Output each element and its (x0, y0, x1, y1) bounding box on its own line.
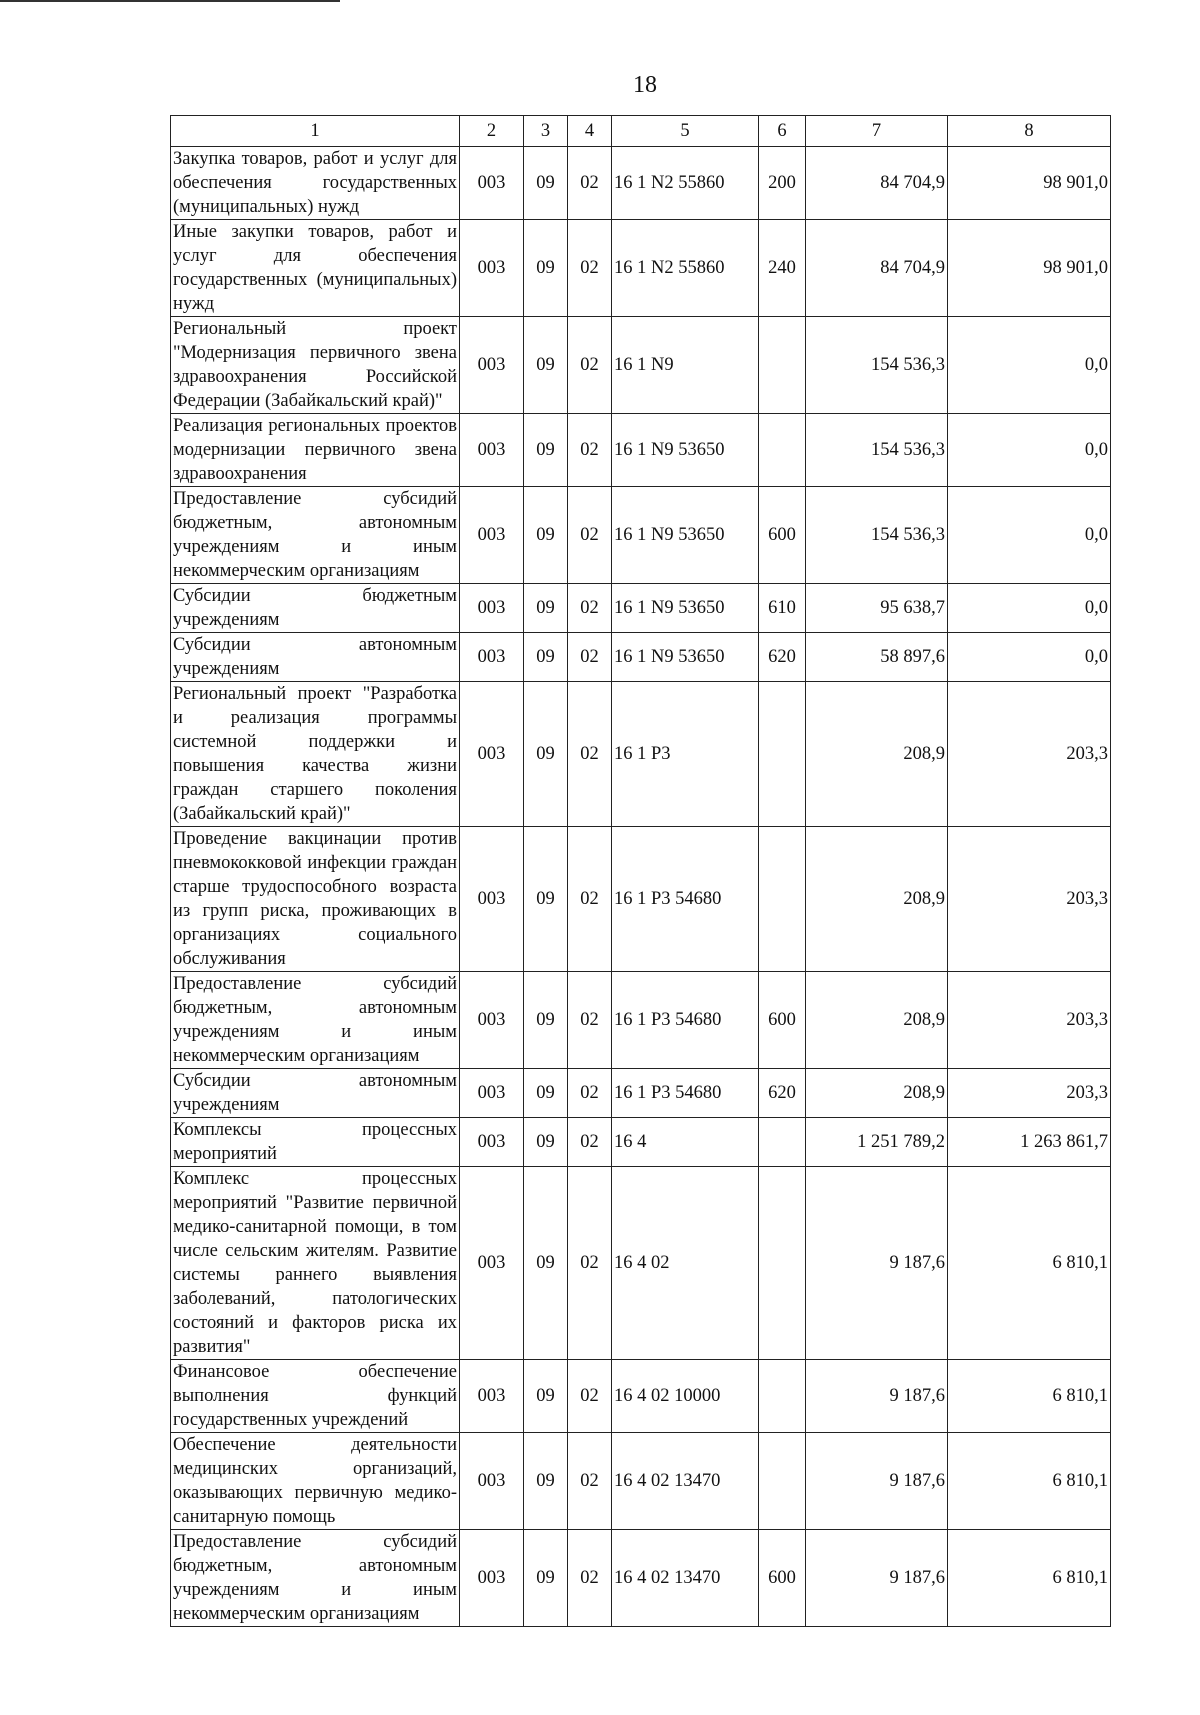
table-row (171, 317, 1111, 414)
row-col-7: 208,9 (806, 972, 948, 1069)
row-col-5: 16 1 P3 (612, 682, 759, 827)
row-col-6: 620 (759, 1069, 806, 1118)
row-col-3: 09 (524, 827, 568, 972)
row-col-6: 610 (759, 584, 806, 633)
table-body (171, 147, 1111, 1627)
row-col-6: 200 (759, 147, 806, 220)
row-col-6 (759, 317, 806, 414)
row-col-3: 09 (524, 633, 568, 682)
row-col-6: 240 (759, 220, 806, 317)
row-col-8: 98 901,0 (948, 147, 1111, 220)
row-col-4: 02 (568, 682, 612, 827)
row-name: Предоставление субсидий бюджетным, автономным учреждениям и иным некоммерческим организациям (171, 487, 460, 584)
table-row (171, 584, 1111, 633)
row-name: Финансовое обеспечение выполнения функций государственных учреждений (171, 1360, 460, 1433)
row-col-8: 0,0 (948, 487, 1111, 584)
row-col-4: 02 (568, 1360, 612, 1433)
row-col-3: 09 (524, 1167, 568, 1360)
row-col-6 (759, 1360, 806, 1433)
table-row (171, 487, 1111, 584)
row-col-5: 16 4 02 13470 (612, 1433, 759, 1530)
table-row (171, 972, 1111, 1069)
row-col-7: 154 536,3 (806, 487, 948, 584)
row-col-6: 600 (759, 1530, 806, 1627)
row-col-6 (759, 1118, 806, 1167)
row-col-7: 58 897,6 (806, 633, 948, 682)
row-col-4: 02 (568, 317, 612, 414)
row-name: Иные закупки товаров, работ и услуг для обеспечения государственных (муниципальных) нужд (171, 220, 460, 317)
row-col-2: 003 (460, 1069, 524, 1118)
page-number: 18 (633, 72, 657, 98)
row-col-8: 203,3 (948, 682, 1111, 827)
table-row (171, 827, 1111, 972)
table-row (171, 1530, 1111, 1627)
row-name: Региональный проект "Разработка и реализация программы системной поддержки и повышения качества жизни граждан старшего поколения (Забайкальский край)" (171, 682, 460, 827)
row-col-7: 95 638,7 (806, 584, 948, 633)
row-name: Комплекс процессных мероприятий "Развитие первичной медико-санитарной помощи, в том числе сельским жителям. Развитие системы раннего выявления заболеваний, патологических состояний и факторов риска их развития" (171, 1167, 460, 1360)
row-col-5: 16 4 02 10000 (612, 1360, 759, 1433)
row-col-4: 02 (568, 584, 612, 633)
row-col-5: 16 1 N2 55860 (612, 147, 759, 220)
row-col-8: 0,0 (948, 414, 1111, 487)
row-col-4: 02 (568, 1433, 612, 1530)
header-col-4: 4 (568, 116, 612, 147)
scan-edge-line (0, 0, 340, 2)
row-col-6 (759, 1433, 806, 1530)
row-name: Реализация региональных проектов модернизации первичного звена здравоохранения (171, 414, 460, 487)
row-col-4: 02 (568, 972, 612, 1069)
row-col-4: 02 (568, 1069, 612, 1118)
row-col-7: 9 187,6 (806, 1433, 948, 1530)
row-name: Субсидии автономным учреждениям (171, 633, 460, 682)
row-col-4: 02 (568, 487, 612, 584)
row-col-2: 003 (460, 1433, 524, 1530)
row-col-8: 6 810,1 (948, 1530, 1111, 1627)
row-col-8: 0,0 (948, 633, 1111, 682)
row-name: Комплексы процессных мероприятий (171, 1118, 460, 1167)
row-col-4: 02 (568, 1118, 612, 1167)
row-col-6: 600 (759, 972, 806, 1069)
row-col-3: 09 (524, 220, 568, 317)
row-col-5: 16 1 P3 54680 (612, 1069, 759, 1118)
header-col-7: 7 (806, 116, 948, 147)
row-col-7: 84 704,9 (806, 220, 948, 317)
row-col-7: 154 536,3 (806, 414, 948, 487)
row-col-8: 1 263 861,7 (948, 1118, 1111, 1167)
row-col-3: 09 (524, 414, 568, 487)
row-col-7: 208,9 (806, 1069, 948, 1118)
table-row (171, 1118, 1111, 1167)
row-col-2: 003 (460, 1530, 524, 1627)
row-col-7: 9 187,6 (806, 1360, 948, 1433)
table-row (171, 1069, 1111, 1118)
table-row (171, 633, 1111, 682)
header-col-5: 5 (612, 116, 759, 147)
row-name: Предоставление субсидий бюджетным, автономным учреждениям и иным некоммерческим организациям (171, 1530, 460, 1627)
header-col-2: 2 (460, 116, 524, 147)
row-col-8: 6 810,1 (948, 1167, 1111, 1360)
row-col-3: 09 (524, 1433, 568, 1530)
row-name: Предоставление субсидий бюджетным, автономным учреждениям и иным некоммерческим организациям (171, 972, 460, 1069)
row-col-8: 0,0 (948, 317, 1111, 414)
row-col-5: 16 1 N9 (612, 317, 759, 414)
row-col-5: 16 1 N9 53650 (612, 633, 759, 682)
row-col-7: 208,9 (806, 682, 948, 827)
row-col-2: 003 (460, 827, 524, 972)
row-col-7: 1 251 789,2 (806, 1118, 948, 1167)
row-col-5: 16 1 N9 53650 (612, 414, 759, 487)
row-col-6 (759, 682, 806, 827)
row-col-5: 16 1 P3 54680 (612, 827, 759, 972)
row-col-4: 02 (568, 220, 612, 317)
row-col-2: 003 (460, 1118, 524, 1167)
row-name: Субсидии бюджетным учреждениям (171, 584, 460, 633)
row-col-6 (759, 414, 806, 487)
row-col-8: 6 810,1 (948, 1360, 1111, 1433)
table-header-row (171, 116, 1111, 147)
row-col-3: 09 (524, 972, 568, 1069)
row-col-2: 003 (460, 487, 524, 584)
header-col-8: 8 (948, 116, 1111, 147)
row-col-7: 9 187,6 (806, 1167, 948, 1360)
row-col-8: 0,0 (948, 584, 1111, 633)
row-col-7: 9 187,6 (806, 1530, 948, 1627)
row-col-3: 09 (524, 1530, 568, 1627)
row-col-3: 09 (524, 147, 568, 220)
row-col-3: 09 (524, 317, 568, 414)
row-name: Обеспечение деятельности медицинских организаций, оказывающих первичную медико-санитарную помощь (171, 1433, 460, 1530)
row-col-4: 02 (568, 147, 612, 220)
row-name: Закупка товаров, работ и услуг для обеспечения государственных (муниципальных) нужд (171, 147, 460, 220)
table-row (171, 1167, 1111, 1360)
row-col-4: 02 (568, 1167, 612, 1360)
row-col-2: 003 (460, 584, 524, 633)
row-col-8: 6 810,1 (948, 1433, 1111, 1530)
row-col-2: 003 (460, 147, 524, 220)
row-col-3: 09 (524, 682, 568, 827)
row-name: Региональный проект "Модернизация первичного звена здравоохранения Российской Федерации (Забайкальский край)" (171, 317, 460, 414)
row-col-2: 003 (460, 220, 524, 317)
row-col-6: 600 (759, 487, 806, 584)
row-col-2: 003 (460, 682, 524, 827)
header-col-3: 3 (524, 116, 568, 147)
budget-table (170, 115, 1111, 1627)
table-row (171, 147, 1111, 220)
table-row (171, 1360, 1111, 1433)
row-name: Субсидии автономным учреждениям (171, 1069, 460, 1118)
table-row (171, 1433, 1111, 1530)
row-col-4: 02 (568, 414, 612, 487)
table-row (171, 682, 1111, 827)
row-col-4: 02 (568, 827, 612, 972)
row-col-5: 16 1 P3 54680 (612, 972, 759, 1069)
row-col-2: 003 (460, 317, 524, 414)
row-col-5: 16 4 (612, 1118, 759, 1167)
row-col-3: 09 (524, 584, 568, 633)
row-col-8: 203,3 (948, 827, 1111, 972)
row-col-5: 16 1 N9 53650 (612, 584, 759, 633)
row-col-6: 620 (759, 633, 806, 682)
row-col-7: 84 704,9 (806, 147, 948, 220)
row-col-8: 98 901,0 (948, 220, 1111, 317)
row-col-5: 16 1 N2 55860 (612, 220, 759, 317)
row-col-2: 003 (460, 414, 524, 487)
row-col-5: 16 4 02 13470 (612, 1530, 759, 1627)
row-col-6 (759, 827, 806, 972)
header-col-6: 6 (759, 116, 806, 147)
row-col-2: 003 (460, 1167, 524, 1360)
table-row (171, 414, 1111, 487)
row-name: Проведение вакцинации против пневмококковой инфекции граждан старше трудоспособного возраста из групп риска, проживающих в организациях социального обслуживания (171, 827, 460, 972)
row-col-3: 09 (524, 1118, 568, 1167)
row-col-7: 154 536,3 (806, 317, 948, 414)
row-col-3: 09 (524, 1360, 568, 1433)
row-col-5: 16 1 N9 53650 (612, 487, 759, 584)
row-col-4: 02 (568, 633, 612, 682)
table-row (171, 220, 1111, 317)
row-col-5: 16 4 02 (612, 1167, 759, 1360)
row-col-8: 203,3 (948, 1069, 1111, 1118)
row-col-2: 003 (460, 633, 524, 682)
row-col-6 (759, 1167, 806, 1360)
row-col-8: 203,3 (948, 972, 1111, 1069)
row-col-2: 003 (460, 1360, 524, 1433)
row-col-4: 02 (568, 1530, 612, 1627)
row-col-3: 09 (524, 1069, 568, 1118)
header-col-1: 1 (171, 116, 460, 147)
row-col-2: 003 (460, 972, 524, 1069)
row-col-7: 208,9 (806, 827, 948, 972)
row-col-3: 09 (524, 487, 568, 584)
